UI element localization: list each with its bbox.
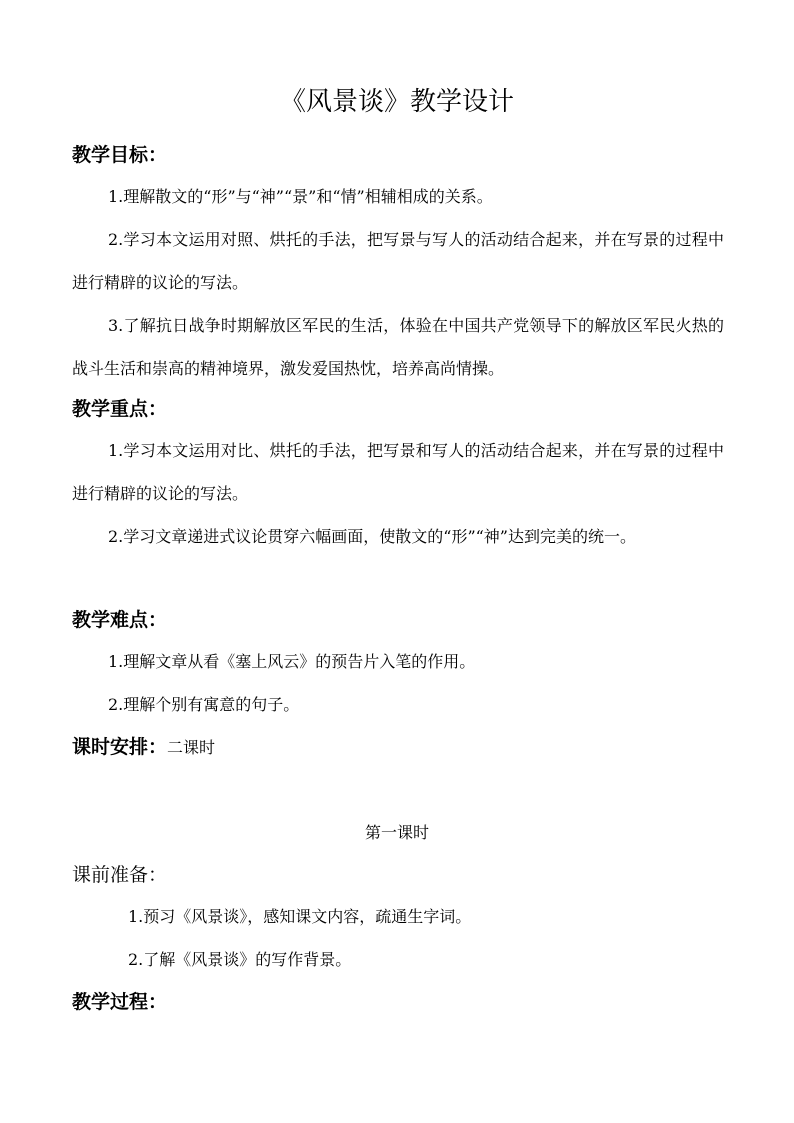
prep-item-2: 2.了解《风景谈》的写作背景。: [128, 950, 352, 969]
objective-item-2: 2.学习本文运用对照、烘托的手法，把写景与写人的活动结合起来，并在写景的过程中进行精辟的议论的写法。: [72, 230, 724, 292]
difficulty-item-1: 1.理解文章从看《塞上风云》的预告片入笔的作用。: [108, 652, 476, 671]
key-points-heading: 教学重点：: [72, 398, 168, 420]
process-heading: 教学过程：: [72, 991, 168, 1013]
schedule-label: 课时安排：: [72, 736, 168, 758]
schedule-value: 二课时: [167, 738, 216, 757]
difficulty-item-2: 2.理解个别有寓意的句子。: [108, 695, 300, 714]
lesson-one-title: 第一课时: [364, 823, 429, 842]
prep-heading: 课前准备：: [72, 864, 168, 886]
prep-item-1: 1.预习《风景谈》，感知课文内容，疏通生字词。: [128, 907, 472, 926]
objectives-heading: 教学目标：: [72, 144, 168, 166]
key-point-item-1: 1.学习本文运用对比、烘托的手法，把写景和写人的活动结合起来，并在写景的过程中进行精辟的议论的写法。: [72, 441, 724, 503]
document-title: 《风景谈》教学设计: [279, 87, 514, 117]
objective-item-1: 1.理解散文的“形”与“神”“景”和“情”相辅相成的关系。: [108, 187, 493, 206]
difficulties-heading: 教学难点：: [72, 609, 168, 631]
key-point-item-2: 2.学习文章递进式议论贯穿六幅画面，使散文的“形”“神”达到完美的统一。: [108, 527, 636, 546]
objective-item-3: 3.了解抗日战争时期解放区军民的生活，体验在中国共产党领导下的解放区军民火热的战斗生活和崇高的精神境界，激发爱国热忱，培养高尚情操。: [72, 316, 724, 378]
schedule-line: [72, 734, 215, 761]
